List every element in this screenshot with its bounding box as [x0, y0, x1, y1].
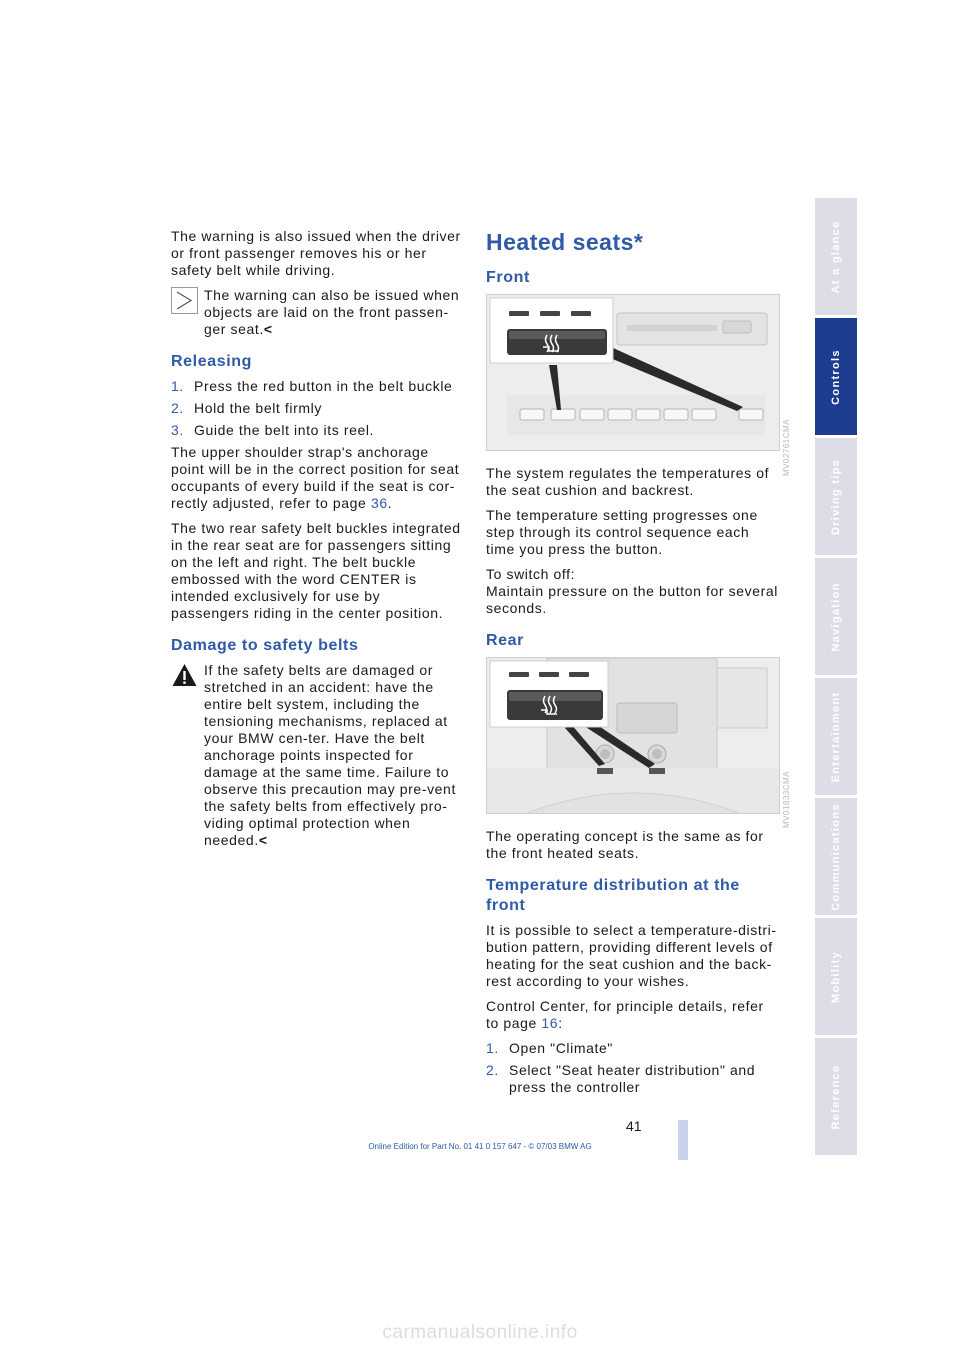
tab-driving-tips[interactable]: Driving tips [815, 438, 857, 555]
tab-navigation[interactable]: Navigation [815, 558, 857, 675]
end-mark: < [258, 832, 268, 848]
left-column [171, 228, 461, 849]
list-item: 3. Guide the belt into its reel. [171, 422, 375, 438]
paragraph: The upper shoulder strap's anchorage point will be in the correct position for seat occupants of every build if the seat is cor-rectly adjusted, refer to page 36. [171, 444, 460, 511]
rear-console-illustration [487, 658, 779, 813]
end-mark: < [263, 321, 273, 337]
note-arrow-icon [171, 287, 198, 314]
tab-entertainment[interactable]: Entertainment [815, 678, 857, 795]
section-heading-temperature: Temperature distribution at the front [486, 877, 740, 914]
paragraph: The operating concept is the same as for the front heated seats. [486, 828, 764, 861]
page-number-bar [678, 1120, 688, 1160]
tab-mobility[interactable]: Mobility [815, 918, 857, 1035]
rear-seat-heater-figure [486, 657, 780, 814]
warning-text: If the safety belts are damaged or stretched in an accident: have the entire belt system, including the tensioning mechanisms, replaced at your BMW cen-ter. Have the belt anchorage points inspected for damage at the same time. Failure to observe this precaution may pre-vent the safety belts from effectively pro-viding optimal protection when needed. [204, 662, 456, 848]
tab-at-a-glance[interactable]: At a glance [815, 198, 857, 315]
page-link-16[interactable]: 16 [541, 1015, 559, 1031]
note-text: The warning can also be issued when objects are laid on the front passen-ger seat. [204, 287, 460, 337]
chapter-tabs [815, 198, 857, 1158]
section-heading-front: Front [486, 269, 530, 286]
list-item: 2. Hold the belt firmly [171, 400, 322, 416]
section-heading-damage: Damage to safety belts [171, 637, 359, 654]
front-console-illustration [487, 295, 779, 450]
paragraph: To switch off: Maintain pressure on the button for several seconds. [486, 566, 778, 616]
paragraph: The warning is also issued when the driver or front passenger removes his or her safety belt while driving. [171, 228, 461, 278]
releasing-steps [171, 378, 461, 439]
paragraph: It is possible to select a temperature-distri-bution pattern, providing different levels of heating for the seat cushion and the back-rest according to your wishes. [486, 922, 777, 989]
temperature-steps [486, 1040, 778, 1096]
warning-triangle-icon [171, 662, 198, 689]
page-link-36[interactable]: 36 [370, 495, 388, 511]
right-column [486, 228, 791, 1101]
list-item: 2. Select "Seat heater distribution" and press the controller [486, 1062, 756, 1095]
footer-edition: Online Edition for Part No. 01 41 0 157 647 - © 07/03 BMW AG [368, 1142, 592, 1151]
section-heading-rear: Rear [486, 632, 524, 649]
warning-block [171, 662, 461, 849]
tab-communications[interactable]: Communications [815, 798, 857, 915]
figure-code: MV01833CMA [782, 770, 791, 828]
tab-reference[interactable]: Reference [815, 1038, 857, 1155]
section-heading-releasing: Releasing [171, 353, 252, 370]
front-seat-heater-figure [486, 294, 780, 451]
tab-controls[interactable]: Controls [815, 318, 857, 435]
page-number: 41 [626, 1118, 642, 1134]
note-block [171, 287, 461, 338]
paragraph: The system regulates the temperatures of the seat cushion and backrest. [486, 465, 770, 498]
paragraph: The two rear safety belt buckles integrated in the rear seat are for passengers sitting on the left and right. The belt buckle embossed with the word CENTER is intended exclusively for use by passengers riding in the center position. [171, 520, 461, 621]
page-title: Heated seats* [486, 229, 644, 255]
list-item: 1. Press the red button in the belt buckle [171, 378, 453, 394]
paragraph: The temperature setting progresses one step through its control sequence each time you press the button. [486, 507, 758, 557]
paragraph: Control Center, for principle details, refer to page 16: [486, 998, 764, 1031]
list-item: 1. Open "Climate" [486, 1040, 613, 1056]
figure-code: MV02761CMA [782, 418, 791, 476]
watermark: carmanualsonline.info [382, 1322, 578, 1343]
